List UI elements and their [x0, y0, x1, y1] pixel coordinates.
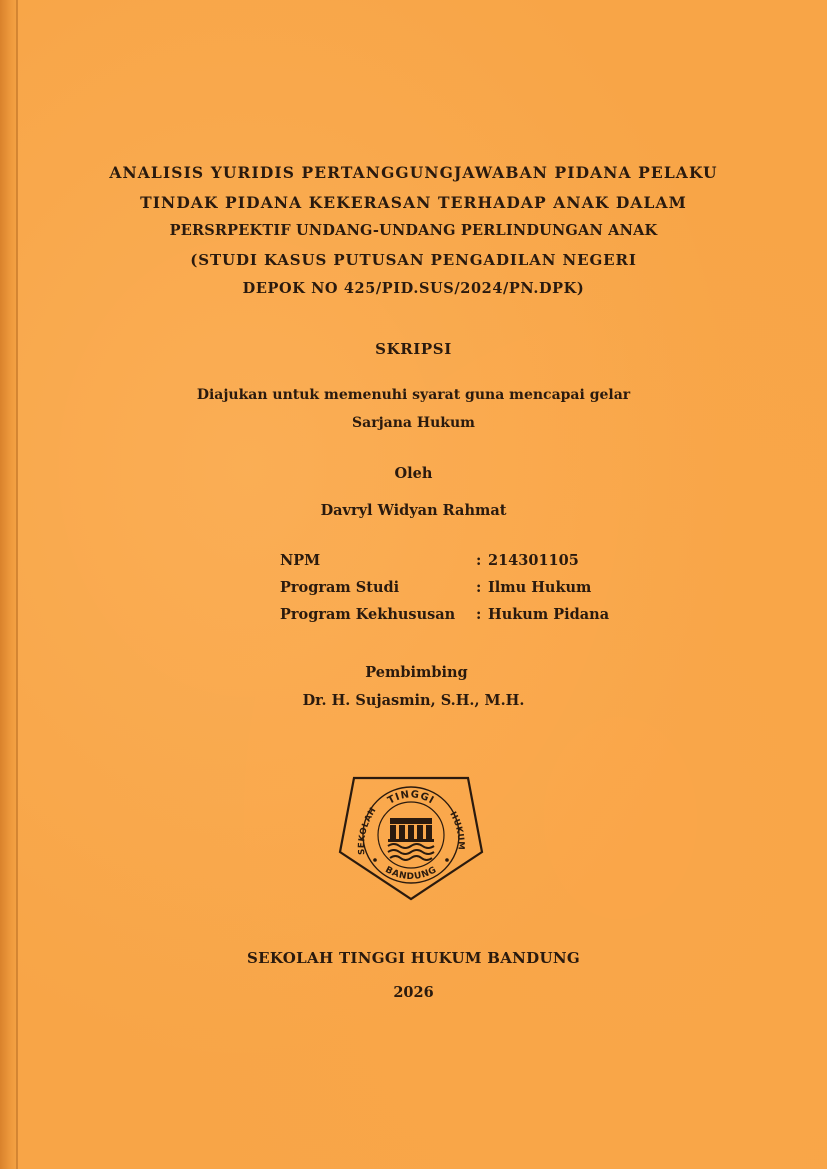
purpose-line-1: Diajukan untuk memenuhi syarat guna mencapai gelar	[196, 387, 631, 403]
title-line-4: (STUDI KASUS PUTUSAN PENGADILAN NEGERI	[190, 251, 637, 269]
info-value: Hukum Pidana	[488, 606, 610, 623]
info-label: Program Studi	[280, 579, 400, 596]
institution-logo	[338, 772, 484, 902]
author-name: Davryl Widyan Rahmat	[320, 502, 507, 519]
info-label: NPM	[280, 552, 321, 569]
logo-text-right: HUKUM	[447, 810, 466, 851]
advisor-name: Dr. H. Sujasmin, S.H., M.H.	[302, 692, 525, 709]
logo-text-top: TINGGI	[386, 789, 437, 807]
purpose-line-2: Sarjana Hukum	[352, 415, 475, 431]
logo-text-left: SEKOLAH	[356, 805, 379, 856]
title-line-2: TINDAK PIDANA KEKERASAN TERHADAP ANAK DALAM	[140, 193, 687, 212]
logo-dot-left	[373, 858, 377, 862]
advisor-label: Pembimbing	[365, 664, 468, 681]
info-row-program-studi	[280, 579, 680, 601]
logo-text-bottom: BANDUNG	[383, 865, 439, 883]
title-line-1: ANALISIS YURIDIS PERTANGGUNGJAWABAN PIDANA PELAKU	[109, 163, 718, 182]
year: 2026	[393, 984, 434, 1001]
info-row-npm	[280, 552, 680, 574]
by-label: Oleh	[394, 465, 433, 482]
info-value: Ilmu Hukum	[488, 579, 592, 596]
institution-name: SEKOLAH TINGGI HUKUM BANDUNG	[247, 949, 580, 967]
info-value: 214301105	[488, 552, 579, 569]
document-type: SKRIPSI	[375, 340, 452, 358]
info-colon: :	[476, 606, 482, 623]
info-colon: :	[476, 579, 482, 596]
building-icon	[388, 818, 434, 842]
title-line-5: DEPOK NO 425/PID.SUS/2024/PN.DPK)	[242, 280, 585, 297]
info-label: Program Kekhususan	[280, 606, 456, 623]
info-colon: :	[476, 552, 482, 569]
info-row-program-kekhususan	[280, 606, 680, 628]
water-waves-icon	[388, 844, 434, 860]
title-line-3: PERSRPEKTIF UNDANG-UNDANG PERLINDUNGAN ANAK	[169, 222, 658, 239]
logo-dot-right	[445, 858, 449, 862]
